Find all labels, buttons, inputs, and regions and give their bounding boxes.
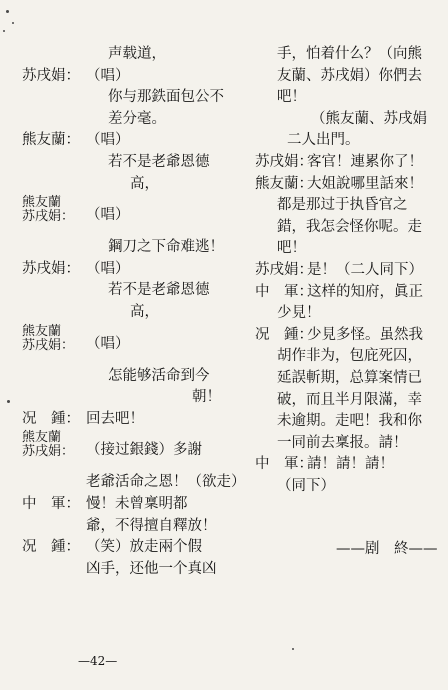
dialogue-line [255, 87, 437, 109]
speaker-name: 熊友蘭 苏戌娟： [22, 195, 75, 225]
heading-line [22, 44, 240, 66]
dialogue-line [255, 109, 437, 131]
dialogue-text: （唱） [86, 335, 130, 352]
dialogue-line [255, 282, 437, 304]
dialogue-line [22, 195, 240, 237]
dialogue-line [22, 66, 240, 88]
left-column [22, 44, 246, 580]
dialogue-line [22, 259, 240, 281]
dialogue-line [22, 430, 240, 472]
heading-text: 声载道， [108, 46, 166, 62]
dialogue-line [255, 174, 437, 196]
dialogue-text: 怎能够活命到今 [108, 367, 210, 384]
dialogue-line [255, 368, 437, 390]
dialogue-line [255, 303, 437, 325]
dialogue-line [22, 494, 240, 516]
dialogue-text: 鋼刀之下命难逃！ [108, 239, 224, 256]
dialogue-line [255, 195, 437, 217]
dialogue-text: 吧！ [277, 89, 306, 106]
dialogue-text: （唱） [86, 67, 130, 84]
dialogue-line [255, 325, 437, 347]
dialogue-text: （笑）放走兩个假 [86, 539, 202, 556]
dialogue-text: 这样的知府，眞正 [307, 283, 423, 300]
dialogue-line [22, 366, 240, 388]
end-of-play-mark: ——剧 終—— [336, 541, 438, 557]
speaker-name: 况 鍾： [22, 410, 80, 427]
dialogue-line [255, 260, 437, 282]
dialogue-text: 回去吧！ [86, 410, 144, 427]
dialogue-text: 吧！ [277, 240, 306, 257]
stage-direction: （熊友蘭、苏戌娟 [311, 110, 427, 127]
dialogue-line [255, 152, 437, 174]
speaker-name: 中 軍： [255, 456, 313, 473]
dialogue-line [255, 130, 437, 152]
dialogue-text: 延誤斬期，总算案情已 [277, 369, 422, 386]
dialogue-line [22, 516, 240, 538]
speaker-name: 况 鍾： [22, 539, 80, 556]
dialogue-line [255, 346, 437, 368]
dialogue-text: 朝！ [192, 389, 221, 406]
dialogue-text: 你与那鉄面包公不 [108, 89, 224, 106]
dialogue-line [255, 44, 437, 66]
dialogue-text: （唱） [86, 260, 130, 277]
print-speck [292, 648, 294, 650]
dialogue-text: 未逾期。走吧！我和你 [277, 413, 422, 430]
dialogue-line [22, 109, 240, 131]
dialogue-line [22, 130, 240, 152]
dialogue-text: 差分毫。 [108, 110, 166, 127]
speaker-name: 熊友蘭 苏戌娟： [22, 430, 75, 460]
right-column [255, 44, 437, 497]
dialogue-line [22, 409, 240, 431]
dialogue-line [22, 87, 240, 109]
dialogue-text: 高， [130, 175, 159, 192]
dialogue-text: （唱） [86, 132, 130, 149]
dialogue-text: 少見多怪。虽然我 [307, 326, 423, 343]
speaker-name: 苏戌娟： [255, 261, 313, 278]
dialogue-text: （唱） [86, 207, 130, 224]
dialogue-line [255, 433, 437, 455]
dialogue-line [22, 152, 240, 174]
dialogue-text: 慢！未曾稟明都 [86, 495, 188, 512]
dialogue-line [22, 537, 240, 559]
dialogue-text: 爺，不得擅自釋放！ [86, 517, 217, 534]
dialogue-line [22, 280, 240, 302]
dialogue-text: 客官！連累你了！ [307, 153, 423, 170]
dialogue-text: 少見！ [277, 305, 321, 322]
dialogue-text: 都是那过于执昏官之 [277, 197, 408, 214]
speaker-name: 中 軍： [255, 283, 313, 300]
dialogue-text: 若不是老爺恩德 [108, 282, 210, 299]
dialogue-line [255, 476, 437, 498]
dialogue-text: 凶手，还他一个真凶 [86, 560, 217, 577]
dialogue-line [255, 411, 437, 433]
dialogue-text: 破，而且半月限滿，幸 [277, 391, 422, 408]
dialogue-text: 若不是老爺恩德 [108, 153, 210, 170]
dialogue-text: 一同前去稟报。請！ [277, 434, 408, 451]
print-speck [3, 30, 5, 32]
speaker-name: 苏戌娟： [22, 260, 80, 277]
stage-direction: 二人出門。 [287, 132, 360, 149]
dialogue-text: （接过銀錢）多謝 [86, 442, 202, 459]
dialogue-line [255, 66, 437, 88]
speaker-name: 况 鍾： [255, 326, 313, 343]
dialogue-text: 是！（二人同下） [307, 261, 423, 278]
print-speck [6, 10, 9, 13]
stage-direction: （同下） [277, 477, 335, 494]
speaker-name: 苏戌娟： [255, 153, 313, 170]
dialogue-line [22, 559, 240, 581]
dialogue-line [22, 324, 240, 366]
speaker-name: 熊友蘭： [22, 132, 80, 149]
speaker-name: 中 軍： [22, 495, 80, 512]
dialogue-text: 友蘭、苏戌娟）你們去 [277, 67, 422, 84]
dialogue-line [22, 302, 240, 324]
dialogue-text: 錯，我怎会怪你呢。走 [277, 218, 422, 235]
dialogue-line [255, 238, 437, 260]
print-speck [12, 22, 14, 24]
dialogue-line [22, 472, 246, 494]
dialogue-line [255, 454, 437, 476]
dialogue-text: 大姐說哪里話來！ [307, 175, 423, 192]
dialogue-line [22, 174, 240, 196]
speaker-name: 熊友蘭： [255, 175, 313, 192]
page-number: —42— [78, 654, 118, 668]
print-speck [7, 400, 10, 403]
dialogue-line [255, 390, 437, 412]
dialogue-line [22, 237, 240, 259]
speaker-name: 熊友蘭 苏戌娟： [22, 323, 75, 353]
dialogue-text: 手，怕着什么？（向熊 [277, 46, 422, 62]
dialogue-text: 高， [130, 303, 159, 320]
dialogue-text: 老爺活命之恩！（欲走） [86, 474, 246, 491]
dialogue-text: 胡作非为，包庇死囚， [277, 348, 422, 365]
speaker-name: 苏戌娟： [22, 67, 80, 84]
dialogue-text: 請！請！請！ [307, 456, 394, 473]
dialogue-line [255, 217, 437, 239]
dialogue-line [22, 387, 240, 409]
